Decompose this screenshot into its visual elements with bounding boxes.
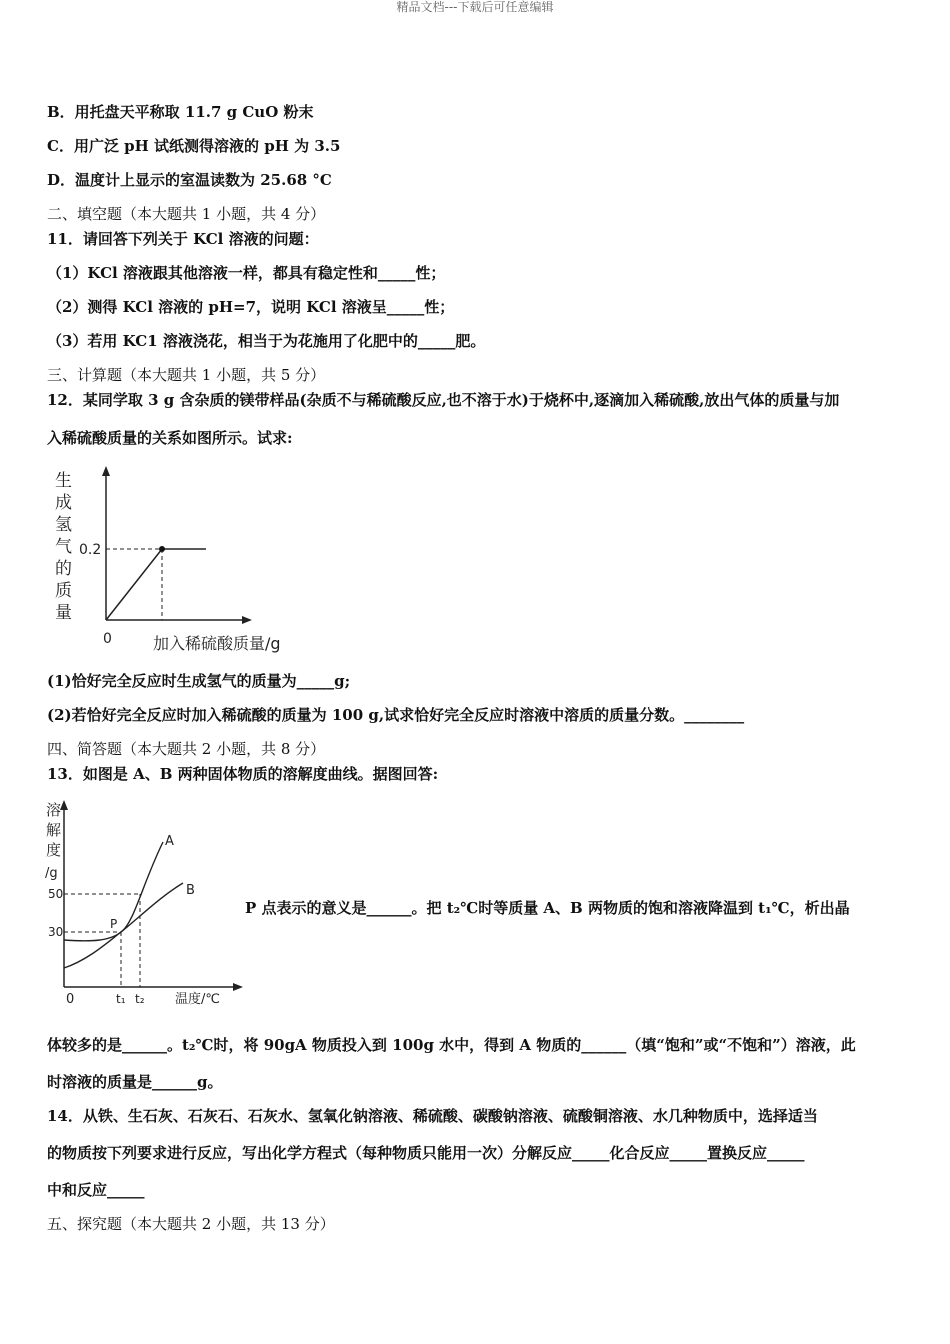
question-11: 11．请回答下列关于 KCl 溶液的问题： [47, 230, 319, 248]
chart1-ylabel-char: 成 [55, 493, 72, 513]
chart2-x-arrow [233, 983, 243, 991]
question-14-line-2: 的物质按下列要求进行反应，写出化学方程式（每种物质只能用一次）分解反应_____化合反应_____置换反应_____ [47, 1144, 805, 1162]
chart1-ylabel-char: 气 [55, 537, 72, 557]
chart1-ylabel-char: 量 [55, 603, 72, 623]
question-12-part-2: (2)若恰好完全反应时加入稀硫酸的质量为 100 g,试求恰好完全反应时溶液中溶质的质量分数。________ [47, 706, 745, 724]
chart2-y-arrow [60, 800, 68, 810]
chart2-xlabel: 温度/℃ [175, 992, 220, 1007]
section-2-title: 二、填空题（本大题共 1 小题，共 4 分） [47, 205, 326, 223]
section-5-title: 五、探究题（本大题共 2 小题，共 13 分） [47, 1215, 335, 1233]
section-3-title: 三、计算题（本大题共 1 小题，共 5 分） [47, 366, 326, 384]
chart1-origin-label: 0 [103, 631, 112, 647]
chart2-ylabel-char: 解 [46, 821, 62, 839]
question-12-part-1: (1)恰好完全反应时生成氢气的质量为_____g; [47, 672, 351, 690]
chart2-curve-b-label: B [186, 883, 195, 898]
chart1-ylabel-char: 氢 [55, 515, 72, 535]
chart2-curve-a-label: A [165, 834, 174, 849]
question-12-line-1: 12．某同学取 3 g 含杂质的镁带样品(杂质不与稀硫酸反应,也不溶于水)于烧杯中,逐滴加入稀硫酸,放出气体的质量与加 [47, 391, 840, 409]
chart1-x-arrow [242, 616, 252, 624]
chart1-reaction-point [159, 546, 165, 552]
chart1-tick-label: 0.2 [79, 542, 102, 558]
question-13: 13．如图是 A、B 两种固体物质的溶解度曲线。据图回答: [47, 765, 439, 783]
chart2-x-tick-t1: t₁ [116, 992, 126, 1006]
chart1-ylabel-char: 生 [55, 471, 72, 491]
chart2-x-tick-t2: t₂ [135, 992, 145, 1006]
question-13-line-2: 体较多的是______。t₂℃时，将 90gA 物质投入到 100g 水中，得到 A 物质的______（填“饱和”或“不饱和”）溶液，此 [47, 1036, 856, 1054]
hydrogen-chart [45, 462, 305, 660]
chart1-xlabel: 加入稀硫酸质量/g [153, 634, 281, 653]
option-c: C．用广泛 pH 试纸测得溶液的 pH 为 3.5 [47, 137, 341, 155]
option-d: D．温度计上显示的室温读数为 25.68 °C [47, 171, 332, 189]
question-11-part-1: （1）KCl 溶液跟其他溶液一样，都具有稳定性和_____性； [47, 264, 446, 282]
chart2-ylabel-unit: /g [45, 866, 58, 881]
question-11-part-2: （2）测得 KCl 溶液的 pH=7，说明 KCl 溶液呈_____性； [47, 298, 455, 316]
chart1-series-line [106, 549, 206, 620]
chart2-ylabel-char: 度 [46, 841, 62, 859]
question-12-line-2: 入稀硫酸质量的关系如图所示。试求: [47, 429, 293, 447]
chart1-ylabel-char: 的 [55, 559, 72, 579]
solubility-chart [42, 795, 247, 1013]
option-b: B．用托盘天平称取 11.7 g CuO 粉末 [47, 103, 314, 121]
chart2-tick-label-50: 50 [48, 887, 64, 901]
question-13-side-text: P 点表示的意义是______。把 t₂℃时等质量 A、B 两物质的饱和溶液降温到 t₁℃，析出晶 [245, 899, 850, 917]
chart2-curve-b [64, 883, 183, 968]
question-11-part-3: （3）若用 KC1 溶液浇花，相当于为花施用了化肥中的_____肥。 [47, 332, 486, 350]
page-header: 精品文档---下载后可任意编辑 [396, 0, 554, 14]
chart2-point-label: P [110, 917, 118, 931]
chart1-ylabel-char: 质 [55, 581, 72, 601]
question-14-line-3: 中和反应_____ [47, 1181, 145, 1199]
chart1-ylabel [55, 471, 72, 623]
section-4-title: 四、简答题（本大题共 2 小题，共 8 分） [47, 740, 326, 758]
chart2-ylabel [45, 801, 61, 881]
question-13-line-3: 时溶液的质量是______g。 [47, 1073, 223, 1091]
chart2-tick-label-30: 30 [48, 925, 64, 939]
chart2-origin-label: 0 [66, 992, 75, 1007]
chart2-ylabel-char: 溶 [46, 801, 62, 819]
question-14-line-1: 14．从铁、生石灰、石灰石、石灰水、氢氧化钠溶液、稀硫酸、碳酸钠溶液、硫酸铜溶液、水几种物质中，选择适当 [47, 1107, 818, 1125]
chart1-y-arrow [102, 466, 110, 476]
